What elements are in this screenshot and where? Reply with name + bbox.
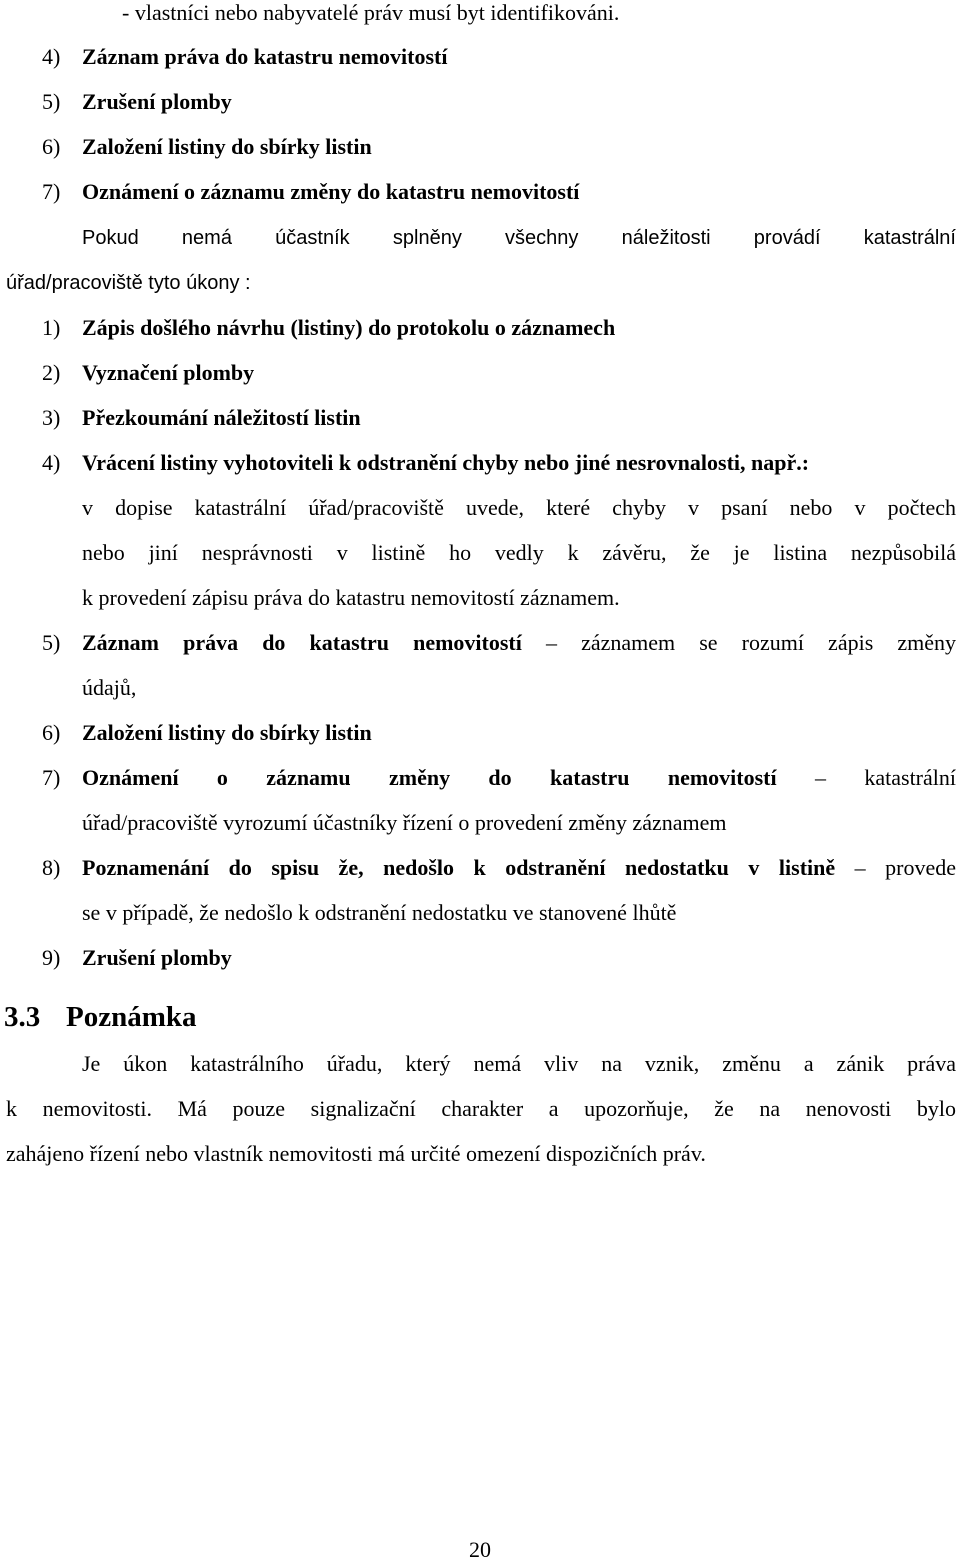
section-number: 3.3 bbox=[4, 1001, 41, 1033]
section-title: Poznámka bbox=[66, 1001, 197, 1033]
paragraph-line: se v případě, že nedošlo k odstranění nedostatku ve stanovené lhůtě bbox=[82, 900, 677, 925]
list-item: 4) Vrácení listiny vyhotoviteli k odstranění chyby nebo jiné nesrovnalosti, např.: bbox=[42, 450, 810, 475]
page-number: 20 bbox=[469, 1537, 491, 1562]
bullet-line: - vlastníci nebo nabyvatelé práv musí byt identifikováni. bbox=[122, 0, 620, 25]
paragraph-line: zahájeno řízení nebo vlastník nemovitosti má určité omezení dispozičních práv. bbox=[6, 1141, 706, 1166]
list-item: 4) Záznam práva do katastru nemovitostí bbox=[42, 44, 448, 69]
section-heading bbox=[4, 1000, 197, 1034]
list-item: 7) Oznámení o záznamu změny do katastru nemovitostí – katastrální bbox=[42, 765, 956, 790]
paragraph-line: v dopise katastrální úřad/pracoviště uvede, které chyby v psaní nebo v počtech bbox=[82, 495, 956, 520]
list-item: 7) Oznámení o záznamu změny do katastru nemovitostí bbox=[42, 179, 580, 204]
paragraph-line: úřad/pracoviště vyrozumí účastníky řízení o provedení změny záznamem bbox=[82, 810, 727, 835]
paragraph-line: údajů, bbox=[82, 675, 137, 700]
paragraph-line: Pokud nemá účastník splněny všechny náležitosti provádí katastrální bbox=[82, 227, 956, 249]
list-item: 6) Založení listiny do sbírky listin bbox=[42, 134, 372, 159]
paragraph-line: úřad/pracoviště tyto úkony : bbox=[6, 272, 251, 294]
list-item: 2) Vyznačení plomby bbox=[42, 360, 255, 385]
list-item: 1) Zápis došlého návrhu (listiny) do protokolu o záznamech bbox=[42, 315, 616, 340]
list-item: 3) Přezkoumání náležitostí listin bbox=[42, 405, 361, 430]
paragraph-line: k nemovitosti. Má pouze signalizační charakter a upozorňuje, že na nenovosti bylo bbox=[6, 1096, 956, 1121]
paragraph-line: Je úkon katastrálního úřadu, který nemá vliv na vznik, změnu a zánik práva bbox=[82, 1051, 956, 1076]
list-item: 5) Záznam práva do katastru nemovitostí – záznamem se rozumí zápis změny bbox=[42, 630, 957, 655]
list-item: 6) Založení listiny do sbírky listin bbox=[42, 720, 372, 745]
list-item: 5) Zrušení plomby bbox=[42, 89, 232, 114]
paragraph-line: k provedení zápisu práva do katastru nemovitostí záznamem. bbox=[82, 585, 620, 610]
list-item: 8) Poznamenání do spisu že, nedošlo k odstranění nedostatku v listině – provede bbox=[42, 855, 957, 880]
paragraph-line: nebo jiní nesprávnosti v listině ho vedly k závěru, že je listina nezpůsobilá bbox=[82, 540, 956, 565]
list-item: 9) Zrušení plomby bbox=[42, 945, 232, 970]
